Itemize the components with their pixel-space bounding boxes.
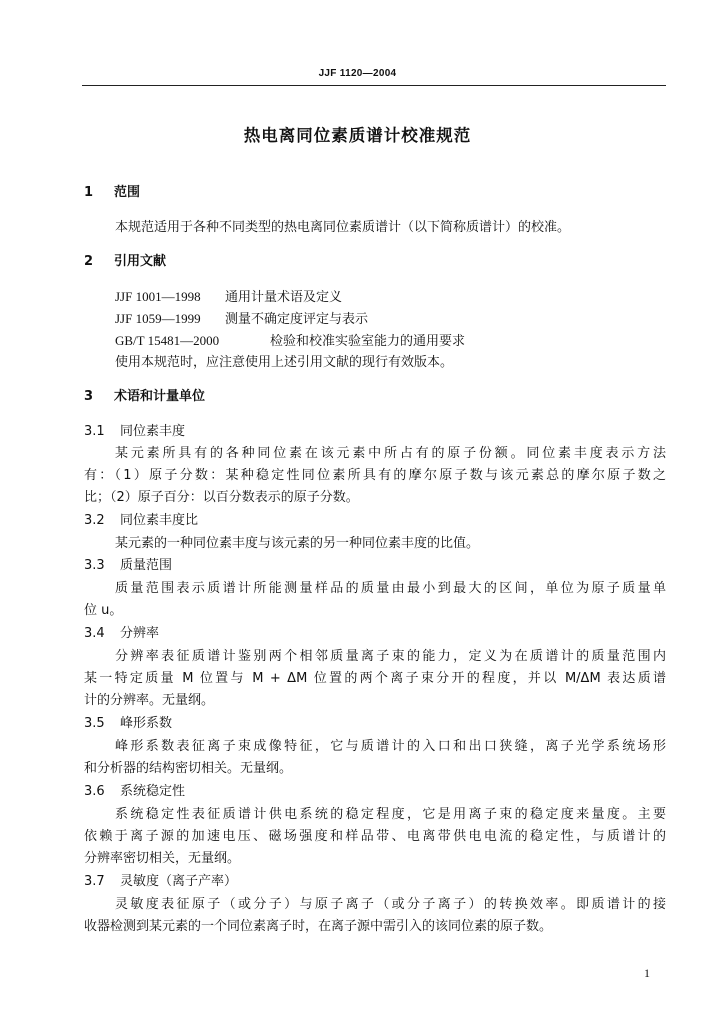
term-3-5-text: 和分析器的结构密切相关。无量纲。 xyxy=(84,761,293,776)
term-3-2-text: 某元素的一种同位素丰度与该元素的另一种同位素丰度的比值。 xyxy=(115,536,480,551)
term-3-1-text: 某元素所具有的各种同位素在该元素中所占有的原子份额。同位素丰度表示方法 xyxy=(115,446,666,461)
reference-note: 使用本规范时，应注意使用上述引用文献的现行有效版本。 xyxy=(115,355,454,370)
term-title: 系统稳定性 xyxy=(120,784,186,799)
term-3-1-text: 有：（1）原子分数：某种稳定性同位素所具有的摩尔原子数与该元素总的摩尔原子数之 xyxy=(84,468,666,483)
term-title: 灵敏度（离子产率） xyxy=(120,874,238,889)
document-title: 热电离同位素质谱计校准规范 xyxy=(243,126,472,145)
term-3-3-text: 位 u。 xyxy=(84,603,123,618)
term-3-3-heading xyxy=(84,558,172,574)
term-title: 同位素丰度比 xyxy=(120,513,199,528)
term-title: 分辨率 xyxy=(120,626,160,641)
section-number: 3 xyxy=(84,389,94,404)
term-3-3-text: 质量范围表示质谱计所能测量样品的质量由最小到最大的区间，单位为原子质量单 xyxy=(115,581,666,596)
term-3-6-text: 系统稳定性表征质谱计供电系统的稳定程度，它是用离子束的稳定度来量度。主要 xyxy=(115,807,666,822)
term-number: 3.4 xyxy=(84,626,105,641)
term-3-7-text: 灵敏度表征原子（或分子）与原子离子（或分子离子）的转换效率。即质谱计的接 xyxy=(115,897,666,912)
term-3-2-heading xyxy=(84,513,198,529)
section-3-heading xyxy=(84,389,205,405)
section-1-paragraph: 本规范适用于各种不同类型的热电离同位素质谱计（以下简称质谱计）的校准。 xyxy=(115,220,571,235)
term-number: 3.3 xyxy=(84,558,105,573)
term-number: 3.6 xyxy=(84,784,105,799)
section-title: 术语和计量单位 xyxy=(114,389,206,404)
term-title: 峰形系数 xyxy=(120,716,173,731)
reference-title: 检验和校准实验室能力的通用要求 xyxy=(270,334,466,349)
term-3-7-text: 收器检测到某元素的一个同位素离子时，在离子源中需引入的该同位素的原子数。 xyxy=(84,919,553,934)
standard-code-header: JJF 1120—2004 xyxy=(318,68,397,79)
reference-item xyxy=(115,289,342,306)
section-number: 2 xyxy=(84,254,94,269)
section-title: 引用文献 xyxy=(114,254,167,269)
section-1-heading xyxy=(84,185,140,201)
term-3-6-text: 分辨率密切相关，无量纲。 xyxy=(84,851,241,866)
section-2-heading xyxy=(84,254,166,270)
header-rule xyxy=(82,85,666,86)
reference-item xyxy=(115,311,368,328)
reference-code: JJF 1001—1998 xyxy=(115,289,201,304)
term-3-4-text: 某一特定质量 M 位置与 M + ΔM 位置的两个离子束分开的程度，并以 M/ΔM 表达质谱 xyxy=(84,671,666,686)
term-3-4-heading xyxy=(84,626,159,642)
term-3-1-heading xyxy=(84,424,185,440)
term-number: 3.5 xyxy=(84,716,105,731)
term-title: 质量范围 xyxy=(120,558,173,573)
term-3-5-text: 峰形系数表征离子束成像特征，它与质谱计的入口和出口狭缝，离子光学系统场形 xyxy=(115,739,666,754)
term-3-5-heading xyxy=(84,716,172,732)
term-number: 3.2 xyxy=(84,513,105,528)
term-3-1-text: 比；（2）原子百分：以百分数表示的原子分数。 xyxy=(84,490,359,505)
term-3-7-heading xyxy=(84,874,237,890)
reference-code: GB/T 15481—2000 xyxy=(115,333,220,348)
term-number: 3.7 xyxy=(84,874,105,889)
term-number: 3.1 xyxy=(84,424,105,439)
term-3-6-heading xyxy=(84,784,185,800)
term-3-4-text: 计的分辨率。无量纲。 xyxy=(84,693,215,708)
reference-title: 测量不确定度评定与表示 xyxy=(225,312,369,327)
term-title: 同位素丰度 xyxy=(120,424,186,439)
term-3-6-text: 依赖于离子源的加速电压、磁场强度和样品带、电离带供电电流的稳定性，与质谱计的 xyxy=(84,829,666,844)
reference-title: 通用计量术语及定义 xyxy=(225,290,343,305)
term-3-4-text: 分辨率表征质谱计鉴别两个相邻质量离子束的能力，定义为在质谱计的质量范围内 xyxy=(115,649,666,664)
section-number: 1 xyxy=(84,185,94,200)
section-title: 范围 xyxy=(114,185,141,200)
reference-code: JJF 1059—1999 xyxy=(115,311,201,326)
reference-item xyxy=(115,333,465,350)
page-number: 1 xyxy=(644,966,650,980)
